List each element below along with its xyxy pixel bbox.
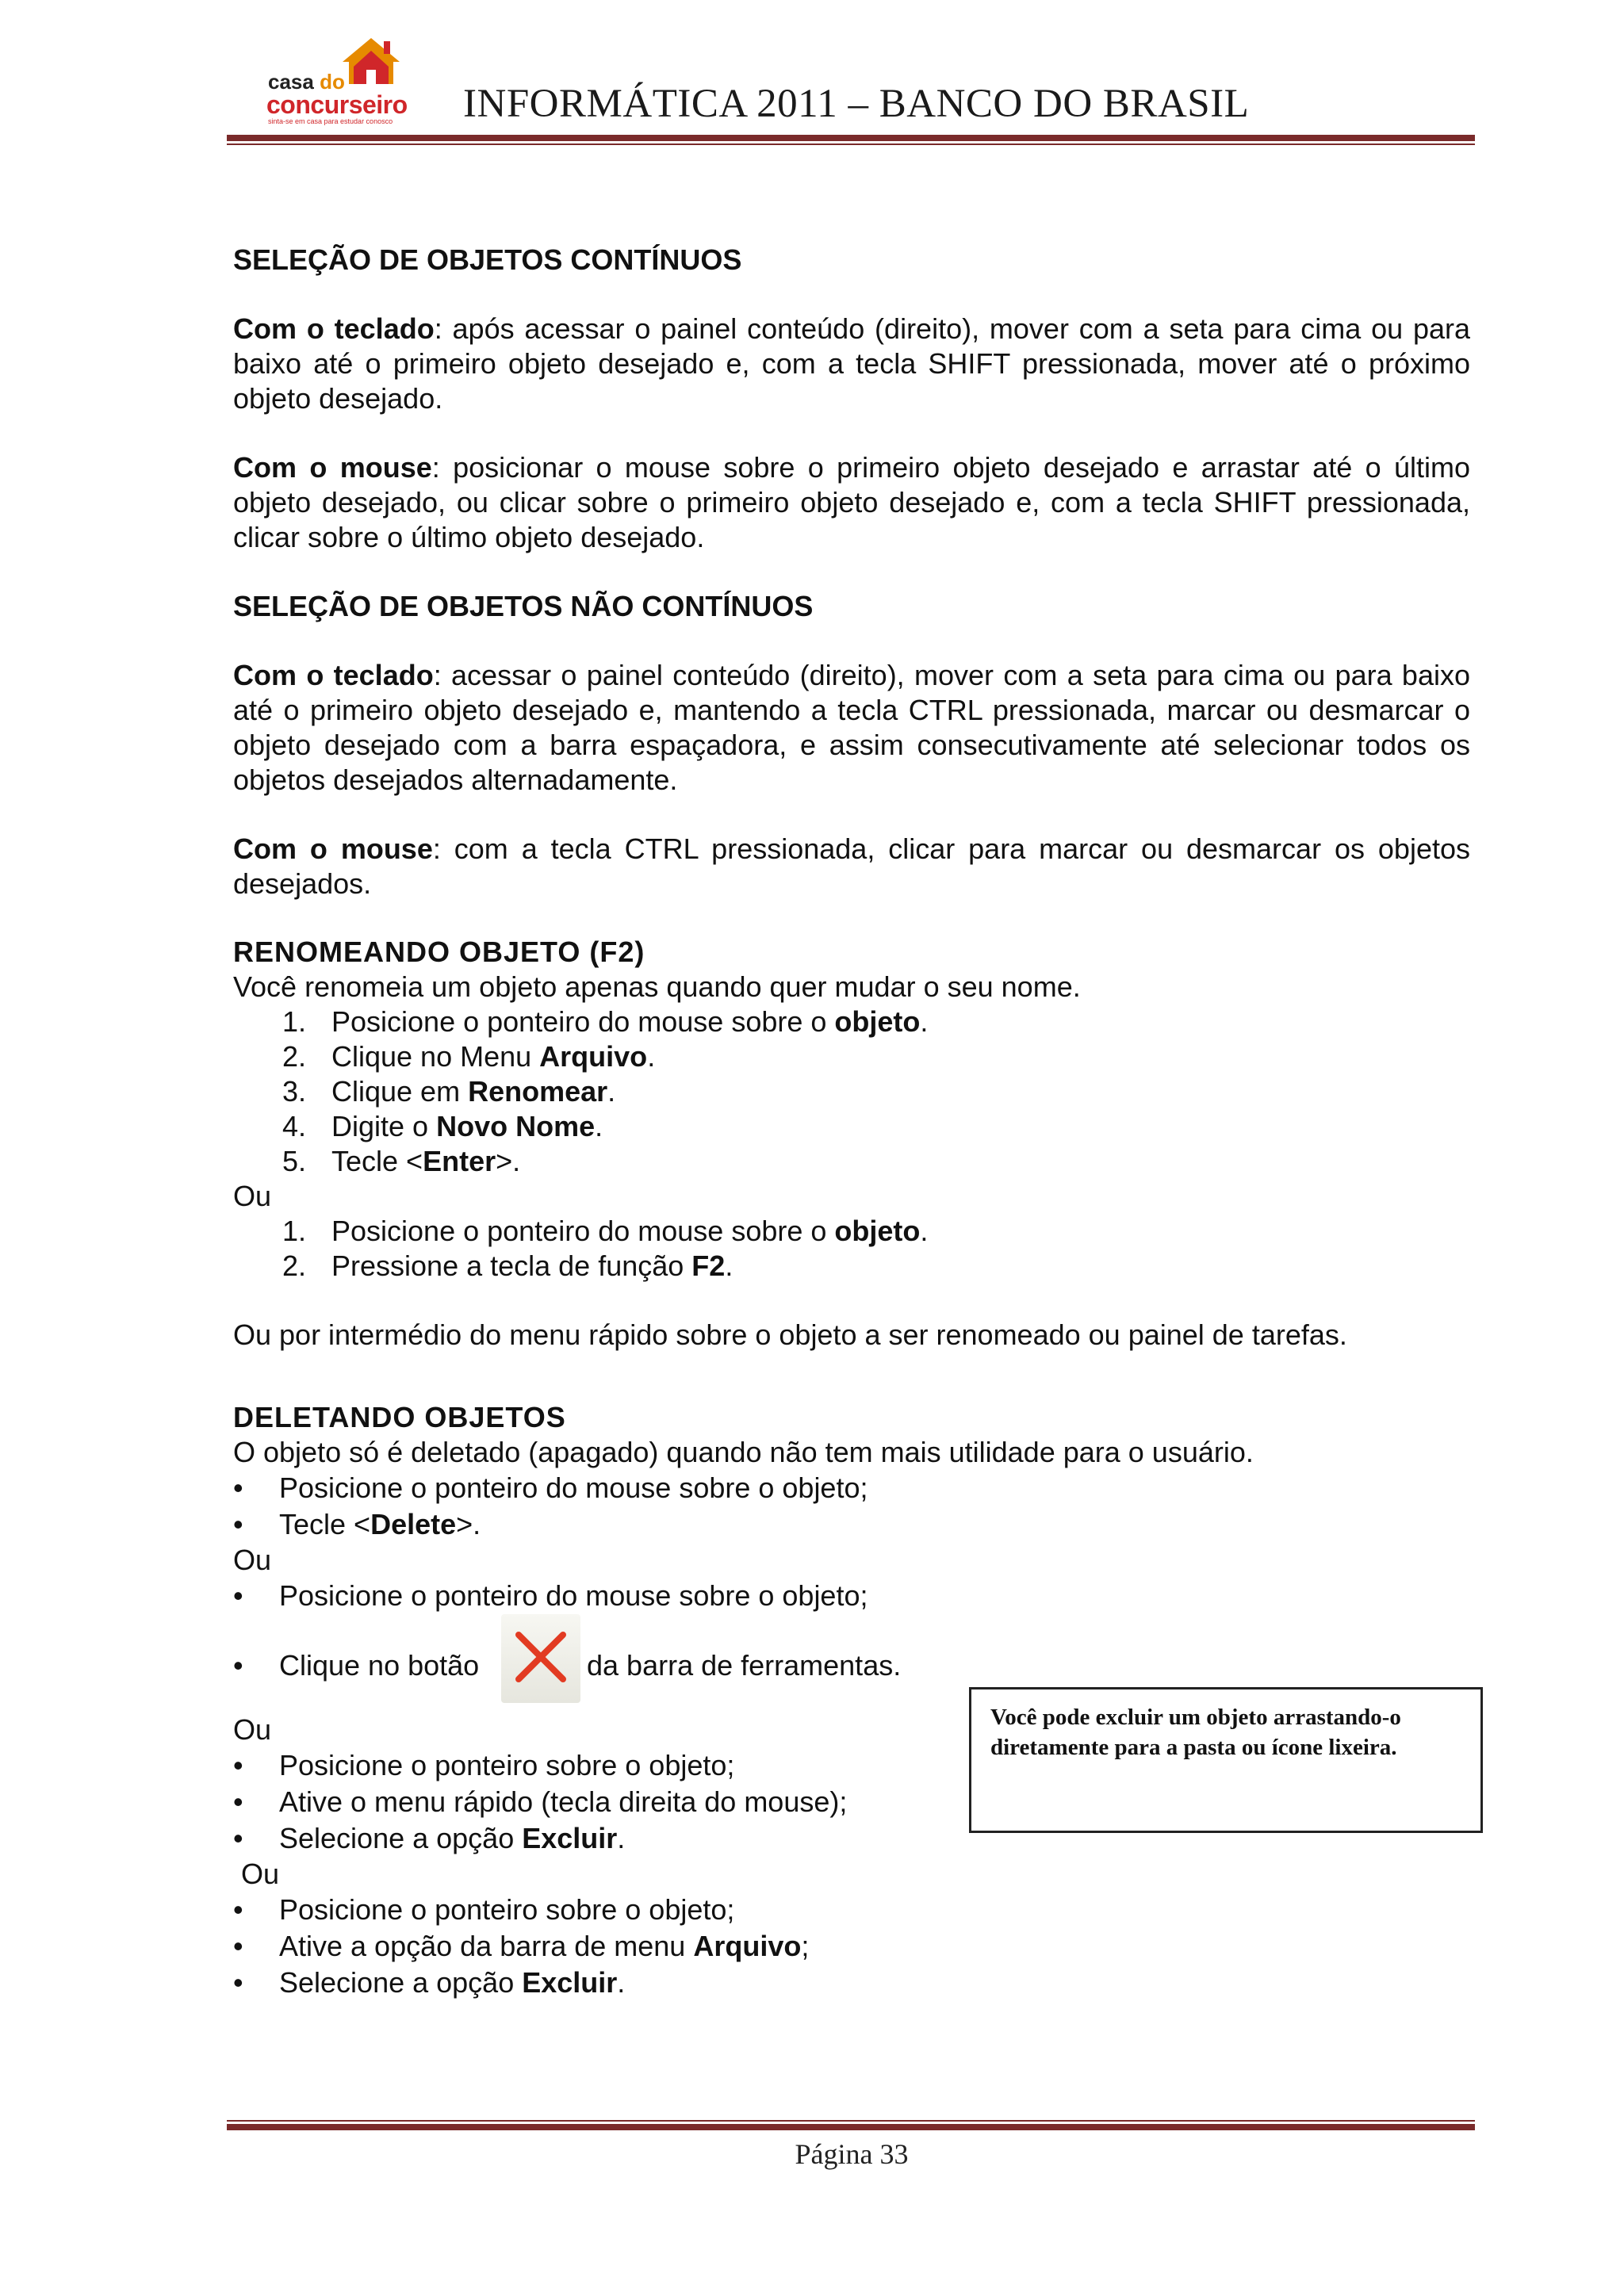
list-item: 1. Posicione o ponteiro do mouse sobre o objeto. [282,1005,929,1038]
list-item: • Posicione o ponteiro do mouse sobre o objeto; [233,1579,868,1612]
delete-button-text-post: da barra de ferramentas. [587,1649,902,1682]
list-item: • Selecione a opção Excluir. [233,1966,626,1999]
renomeando-ou: Ou [233,1180,272,1212]
deletando-list-4 [233,1892,1470,2001]
footer-rule [227,2120,1475,2130]
delete-button-row: • Clique no botão da barra de ferramentas. [233,1614,1470,1709]
section-heading-nao-continuos: SELEÇÃO DE OBJETOS NÃO CONTÍNUOS [233,590,814,622]
logo [265,35,409,125]
renomeando-steps-list [233,1004,1470,1179]
paragraph-nao-continuos-teclado: Com o teclado: acessar o painel conteúdo (direito), mover com a seta para cima ou para baixo até o primeiro objeto desejado e, mantendo a tecla CTRL pressionada, marcar ou desmarcar o objeto desejado com a barra espaçadora, e assim consecutivamente até selecionar todos os objetos desejados alternadamente. [233,659,1470,796]
section-heading-renomeando: RENOMEANDO OBJETO (F2) [233,936,645,968]
list-item: 2. Clique no Menu Arquivo. [282,1040,656,1073]
deletando-ou-3: Ou [241,1858,280,1890]
list-item: 3. Clique em Renomear. [282,1075,616,1108]
renomeando-outro: Ou por intermédio do menu rápido sobre o objeto a ser renomeado ou painel de tarefas. [233,1318,1347,1351]
section-heading-continuos: SELEÇÃO DE OBJETOS CONTÍNUOS [233,243,742,276]
logo-concurseiro: concurseiro [266,90,408,119]
list-item: 2. Pressione a tecla de função F2. [282,1249,733,1282]
logo-tagline: sinta-se em casa para estudar conosco [268,117,393,125]
list-item: • Ative a opção da barra de menu Arquivo; [233,1930,810,1962]
delete-toolbar-button[interactable] [501,1614,580,1703]
paragraph-continuos-mouse: Com o mouse: posicionar o mouse sobre o primeiro objeto desejado e arrastar até o último objeto desejado, ou clicar sobre o primeiro objeto desejado e, com a tecla SHIFT pressionada, clicar sobre o último objeto desejado. [233,451,1470,553]
list-item: • Posicione o ponteiro sobre o objeto; [233,1893,735,1926]
note-box [969,1687,1483,1833]
list-item: 1. Posicione o ponteiro do mouse sobre o objeto. [282,1215,929,1247]
list-item: • Tecle <Delete>. [233,1508,481,1540]
page-number: Página 33 [795,2138,909,2170]
renomeando-intro: Você renomeia um objeto apenas quando quer mudar o seu nome. [233,970,1081,1003]
paragraph-nao-continuos-mouse: Com o mouse: com a tecla CTRL pressionada, clicar para marcar ou desmarcar os objetos desejados. [233,832,1470,900]
list-item: 5. Tecle <Enter>. [282,1145,521,1177]
renomeando-steps-list-2 [233,1214,1470,1284]
note-text: Você pode excluir um objeto arrastando-o diretamente para a pasta ou ícone lixeira. [990,1705,1401,1760]
logo-casa: casa do [268,70,345,94]
list-item: • Posicione o ponteiro do mouse sobre o objeto; [233,1471,868,1504]
page-header-title: INFORMÁTICA 2011 – BANCO DO BRASIL [463,82,1250,126]
header-rule [227,135,1475,145]
delete-button-text-pre: Clique no botão [279,1649,480,1682]
deletando-ou-1: Ou [233,1544,272,1576]
list-item: • Selecione a opção Excluir. [233,1822,626,1854]
deletando-list-2 [233,1578,1470,1614]
deletando-list-1 [233,1470,1470,1543]
list-item: • Ative o menu rápido (tecla direita do mouse); [233,1785,848,1818]
deletando-ou-2: Ou [233,1713,272,1746]
paragraph-continuos-teclado: Com o teclado: após acessar o painel conteúdo (direito), mover com a seta para cima ou para baixo até o primeiro objeto desejado e, com a tecla SHIFT pressionada, mover até o próximo objeto desejado. [233,312,1470,415]
list-item: • Posicione o ponteiro sobre o objeto; [233,1749,735,1781]
deletando-intro: O objeto só é deletado (apagado) quando não tem mais utilidade para o usuário. [233,1436,1254,1468]
list-item: 4. Digite o Novo Nome. [282,1110,603,1142]
section-heading-deletando: DELETANDO OBJETOS [233,1401,566,1433]
delete-x-icon [501,1614,580,1703]
house-icon [338,35,404,86]
